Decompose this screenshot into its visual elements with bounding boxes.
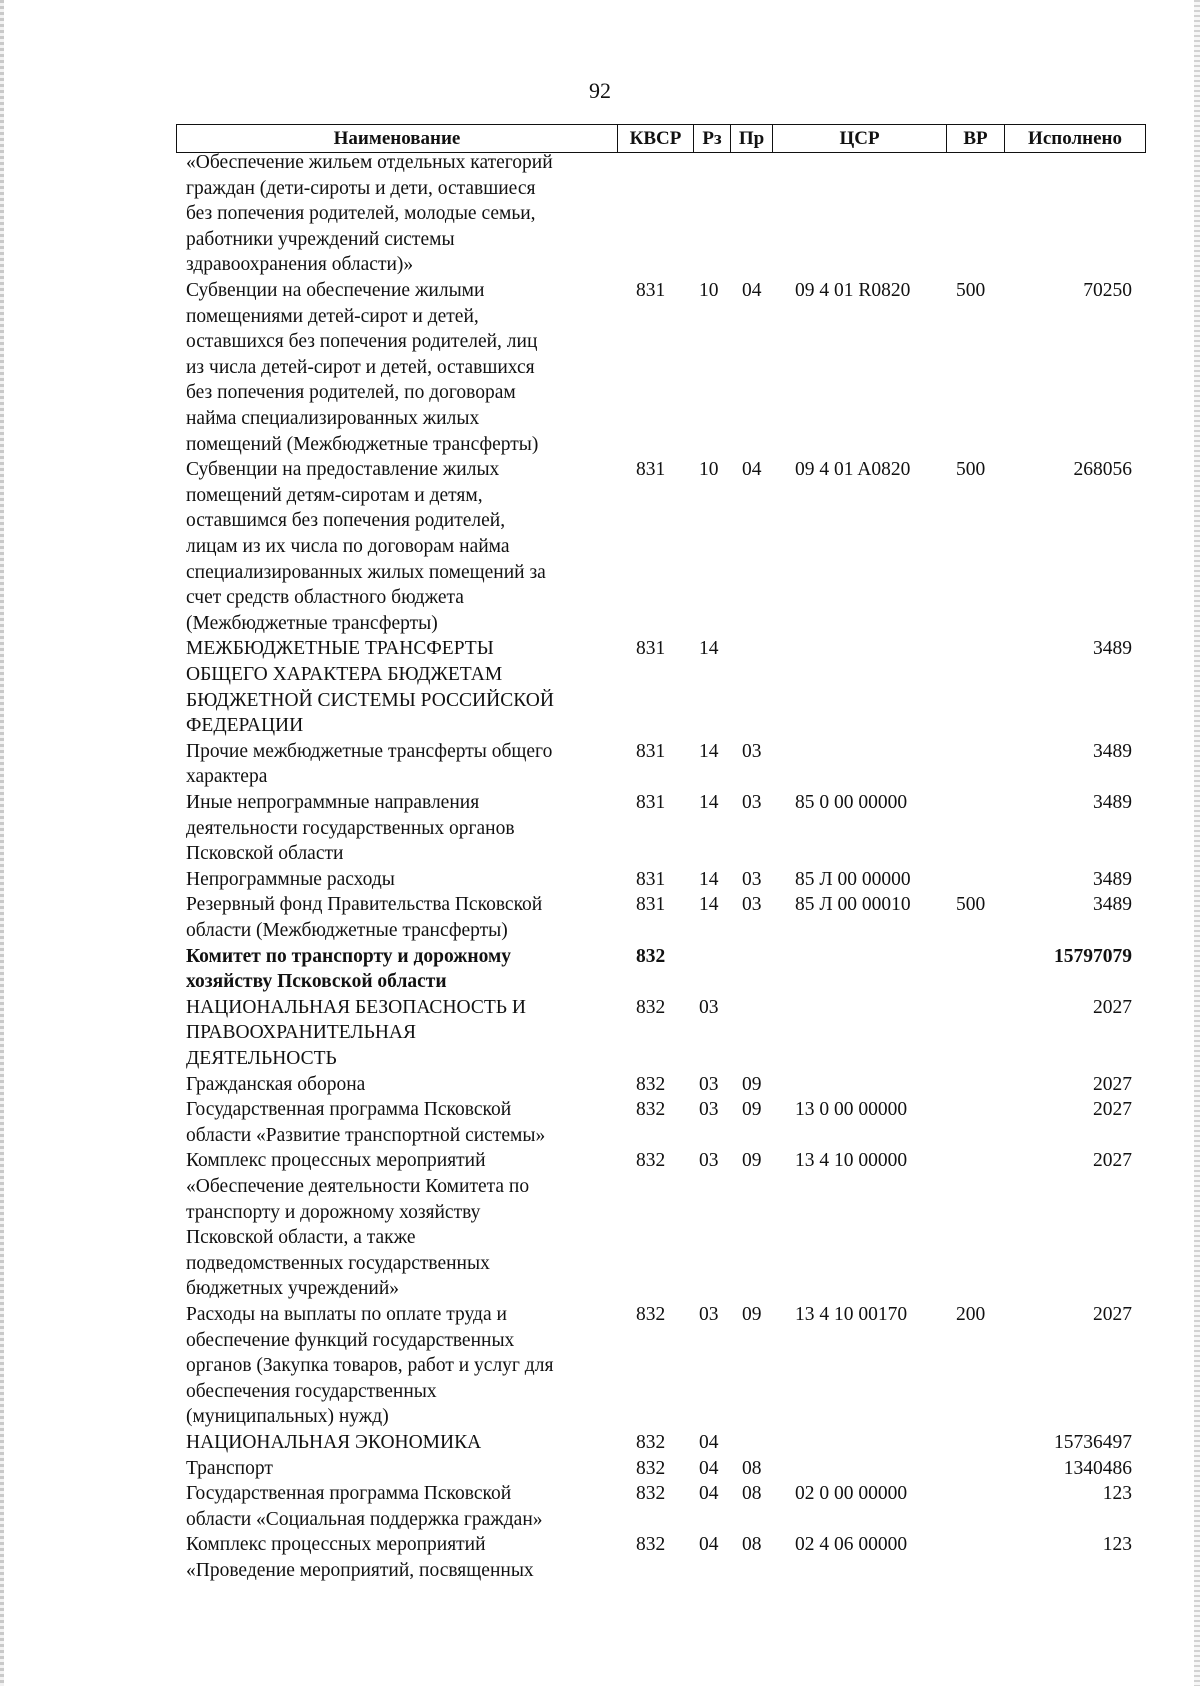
cell-pr: 08 — [742, 1483, 762, 1505]
row-name-line: транспорту и дорожному хозяйству — [186, 1201, 481, 1223]
cell-pr: 08 — [742, 1534, 762, 1556]
cell-csr: 13 0 00 00000 — [795, 1099, 908, 1121]
row-name-line: Государственная программа Псковской — [186, 1099, 512, 1121]
row-name — [186, 1097, 610, 1148]
row-name — [186, 1532, 610, 1583]
cell-pr: 09 — [742, 1073, 762, 1095]
cell-done: 3489 — [1093, 894, 1132, 916]
header-kvsr: КВСР — [617, 125, 693, 152]
row-name-line: (Межбюджетные трансферты) — [186, 612, 438, 634]
row-name-line: счет средств областного бюджета — [186, 587, 464, 609]
row-name-line: ОБЩЕГО ХАРАКТЕРА БЮДЖЕТАМ — [186, 663, 503, 685]
row-name — [186, 1430, 610, 1456]
row-name — [186, 867, 610, 893]
cell-pr: 03 — [742, 792, 762, 813]
row-name-line: подведомственных государственных — [186, 1252, 490, 1274]
header-rz: Рз — [693, 125, 730, 152]
cell-pr: 03 — [742, 894, 762, 916]
cell-rz: 03 — [699, 1304, 719, 1325]
row-name-line: области «Социальная поддержка граждан» — [186, 1508, 543, 1530]
cell-rz: 14 — [699, 792, 719, 813]
row-name-line: Комплекс процессных мероприятий — [186, 1534, 486, 1556]
cell-csr: 13 4 10 00000 — [795, 1150, 908, 1172]
cell-rz: 03 — [699, 1099, 719, 1121]
cell-done: 2027 — [1093, 1304, 1132, 1325]
cell-rz: 14 — [699, 740, 719, 762]
scan-edge-right — [1194, 0, 1200, 1686]
header-csr: ЦСР — [772, 125, 946, 152]
cell-done: 2027 — [1093, 1099, 1132, 1121]
row-name-line: Непрограммные расходы — [186, 868, 395, 890]
row-name — [186, 995, 610, 1072]
cell-done: 15736497 — [1054, 1432, 1132, 1453]
row-name — [186, 636, 610, 738]
row-name — [186, 1302, 610, 1430]
cell-kvsr: 832 — [636, 1099, 666, 1121]
cell-done: 70250 — [1083, 280, 1132, 301]
cell-kvsr: 832 — [636, 1073, 666, 1095]
row-name-line: хозяйству Псковской области — [186, 971, 447, 993]
cell-kvsr: 832 — [636, 945, 666, 967]
cell-kvsr: 831 — [636, 894, 666, 916]
row-name-line: ПРАВООХРАНИТЕЛЬНАЯ — [186, 1022, 417, 1044]
row-name-line: Субвенции на обеспечение жилыми — [186, 280, 485, 301]
cell-kvsr: 832 — [636, 1432, 666, 1453]
row-name-line: оставшимся без попечения родителей, — [186, 510, 506, 532]
row-name-line: Псковской области — [186, 843, 344, 865]
cell-rz: 03 — [699, 1150, 719, 1172]
cell-done: 2027 — [1093, 1073, 1132, 1095]
row-name-line: (муниципальных) нужд) — [186, 1406, 389, 1428]
row-name-line: граждан (дети-сироты и дети, оставшиеся — [186, 177, 536, 199]
row-name — [186, 150, 610, 278]
row-name-line: Прочие межбюджетные трансферты общего — [186, 740, 553, 762]
row-name — [186, 1456, 610, 1482]
cell-rz: 14 — [699, 868, 719, 890]
cell-kvsr: 832 — [636, 1304, 666, 1325]
cell-rz: 10 — [699, 459, 719, 481]
row-name-line: Транспорт — [186, 1457, 273, 1479]
cell-rz: 04 — [699, 1432, 719, 1453]
row-name-line: «Проведение мероприятий, посвященных — [186, 1559, 534, 1581]
cell-pr: 03 — [742, 740, 762, 762]
cell-done: 3489 — [1093, 740, 1132, 762]
row-name-line: помещений (Межбюджетные трансферты) — [186, 433, 539, 455]
cell-csr: 09 4 01 R0820 — [795, 280, 911, 301]
row-name — [186, 1072, 610, 1098]
row-name-line: БЮДЖЕТНОЙ СИСТЕМЫ РОССИЙСКОЙ — [186, 689, 554, 711]
cell-done: 3489 — [1093, 868, 1132, 890]
cell-pr: 08 — [742, 1457, 762, 1479]
row-name-line: без попечения родителей, молодые семьи, — [186, 203, 536, 225]
cell-kvsr: 831 — [636, 280, 666, 301]
row-name — [186, 457, 610, 636]
row-name-line: обеспечения государственных — [186, 1380, 437, 1402]
row-name-line: Гражданская оборона — [186, 1073, 366, 1095]
cell-vr: 500 — [956, 280, 986, 301]
cell-csr: 02 0 00 00000 — [795, 1483, 908, 1505]
row-name-line: здравоохранения области)» — [186, 254, 414, 276]
cell-kvsr: 831 — [636, 868, 666, 890]
cell-kvsr: 832 — [636, 1150, 666, 1172]
row-name-line: НАЦИОНАЛЬНАЯ ЭКОНОМИКА — [186, 1432, 482, 1453]
row-name-line: бюджетных учреждений» — [186, 1278, 400, 1300]
row-name-line: оставшихся без попечения родителей, лиц — [186, 331, 538, 353]
row-name — [186, 1481, 610, 1532]
cell-rz: 14 — [699, 638, 719, 660]
row-name-line: найма специализированных жилых — [186, 407, 480, 429]
row-name-line: характера — [186, 766, 268, 788]
row-name-line: обеспечение функций государственных — [186, 1329, 515, 1351]
row-name-line: МЕЖБЮДЖЕТНЫЕ ТРАНСФЕРТЫ — [186, 638, 494, 660]
cell-kvsr: 832 — [636, 1483, 666, 1505]
cell-done: 3489 — [1093, 638, 1132, 660]
cell-vr: 500 — [956, 894, 986, 916]
row-name-line: Иные непрограммные направления — [186, 792, 480, 813]
cell-pr: 04 — [742, 459, 762, 481]
cell-done: 15797079 — [1054, 945, 1132, 967]
cell-kvsr: 831 — [636, 792, 666, 813]
header-vr: ВР — [946, 125, 1004, 152]
cell-pr: 09 — [742, 1304, 762, 1325]
cell-done: 268056 — [1073, 459, 1132, 481]
cell-csr: 85 Л 00 00010 — [795, 894, 911, 916]
cell-kvsr: 832 — [636, 996, 666, 1018]
cell-kvsr: 832 — [636, 1534, 666, 1556]
cell-kvsr: 831 — [636, 459, 666, 481]
cell-kvsr: 832 — [636, 1457, 666, 1479]
cell-done: 2027 — [1093, 996, 1132, 1018]
cell-csr: 85 0 00 00000 — [795, 792, 908, 813]
scan-edge-left — [0, 0, 4, 1686]
row-name-line: помещениями детей-сирот и детей, — [186, 305, 479, 327]
cell-kvsr: 831 — [636, 638, 666, 660]
cell-done: 1340486 — [1063, 1457, 1132, 1479]
row-name — [186, 739, 610, 790]
cell-done: 2027 — [1093, 1150, 1132, 1172]
cell-done: 123 — [1102, 1534, 1132, 1556]
row-name-line: Государственная программа Псковской — [186, 1483, 512, 1505]
row-name-line: специализированных жилых помещений за — [186, 561, 546, 583]
row-name — [186, 278, 610, 457]
header-pr: Пр — [730, 125, 772, 152]
cell-done: 3489 — [1093, 792, 1132, 813]
cell-csr: 02 4 06 00000 — [795, 1534, 908, 1556]
row-name-line: лицам из их числа по договорам найма — [186, 535, 510, 557]
cell-csr: 09 4 01 A0820 — [795, 459, 911, 481]
row-name-line: Резервный фонд Правительства Псковской — [186, 894, 543, 916]
header-done: Исполнено — [1004, 125, 1145, 152]
row-name-line: ДЕЯТЕЛЬНОСТЬ — [186, 1047, 337, 1069]
cell-pr: 04 — [742, 280, 762, 301]
row-name-line: работники учреждений системы — [186, 228, 455, 250]
cell-csr: 13 4 10 00170 — [795, 1304, 908, 1325]
cell-rz: 04 — [699, 1534, 719, 1556]
row-name — [186, 892, 610, 943]
row-name-line: без попечения родителей, по договорам — [186, 382, 516, 404]
row-name-line: деятельности государственных органов — [186, 817, 515, 839]
cell-pr: 03 — [742, 868, 762, 890]
row-name-line: ФЕДЕРАЦИИ — [186, 715, 304, 737]
row-name-line: НАЦИОНАЛЬНАЯ БЕЗОПАСНОСТЬ И — [186, 996, 526, 1018]
row-name-line: области «Развитие транспортной системы» — [186, 1124, 546, 1146]
cell-kvsr: 831 — [636, 740, 666, 762]
row-name-line: Псковской области, а также — [186, 1227, 416, 1249]
cell-done: 123 — [1102, 1483, 1132, 1505]
row-name-line: из числа детей-сирот и детей, оставшихся — [186, 356, 535, 378]
cell-rz: 03 — [699, 1073, 719, 1095]
cell-rz: 03 — [699, 996, 719, 1018]
cell-rz: 04 — [699, 1483, 719, 1505]
row-name — [186, 790, 610, 867]
cell-csr: 85 Л 00 00000 — [795, 868, 911, 890]
row-name-line: помещений детям-сиротам и детям, — [186, 484, 483, 506]
cell-vr: 200 — [956, 1304, 986, 1325]
row-name-line: Комплекс процессных мероприятий — [186, 1150, 486, 1172]
cell-pr: 09 — [742, 1150, 762, 1172]
row-name — [186, 944, 610, 995]
row-name-line: области (Межбюджетные трансферты) — [186, 919, 508, 941]
table-header — [176, 124, 1146, 153]
row-name-line: «Обеспечение жильем отдельных категорий — [186, 152, 553, 173]
cell-rz: 04 — [699, 1457, 719, 1479]
row-name-line: Комитет по транспорту и дорожному — [186, 945, 512, 967]
cell-vr: 500 — [956, 459, 986, 481]
row-name-line: Субвенции на предоставление жилых — [186, 459, 500, 481]
page-number: 92 — [589, 78, 611, 103]
row-name — [186, 1148, 610, 1302]
row-name-line: Расходы на выплаты по оплате труда и — [186, 1304, 507, 1325]
cell-rz: 14 — [699, 894, 719, 916]
header-name: Наименование — [333, 128, 461, 149]
cell-rz: 10 — [699, 280, 719, 301]
row-name-line: «Обеспечение деятельности Комитета по — [186, 1175, 530, 1197]
cell-pr: 09 — [742, 1099, 762, 1121]
row-name-line: органов (Закупка товаров, работ и услуг для — [186, 1355, 554, 1377]
